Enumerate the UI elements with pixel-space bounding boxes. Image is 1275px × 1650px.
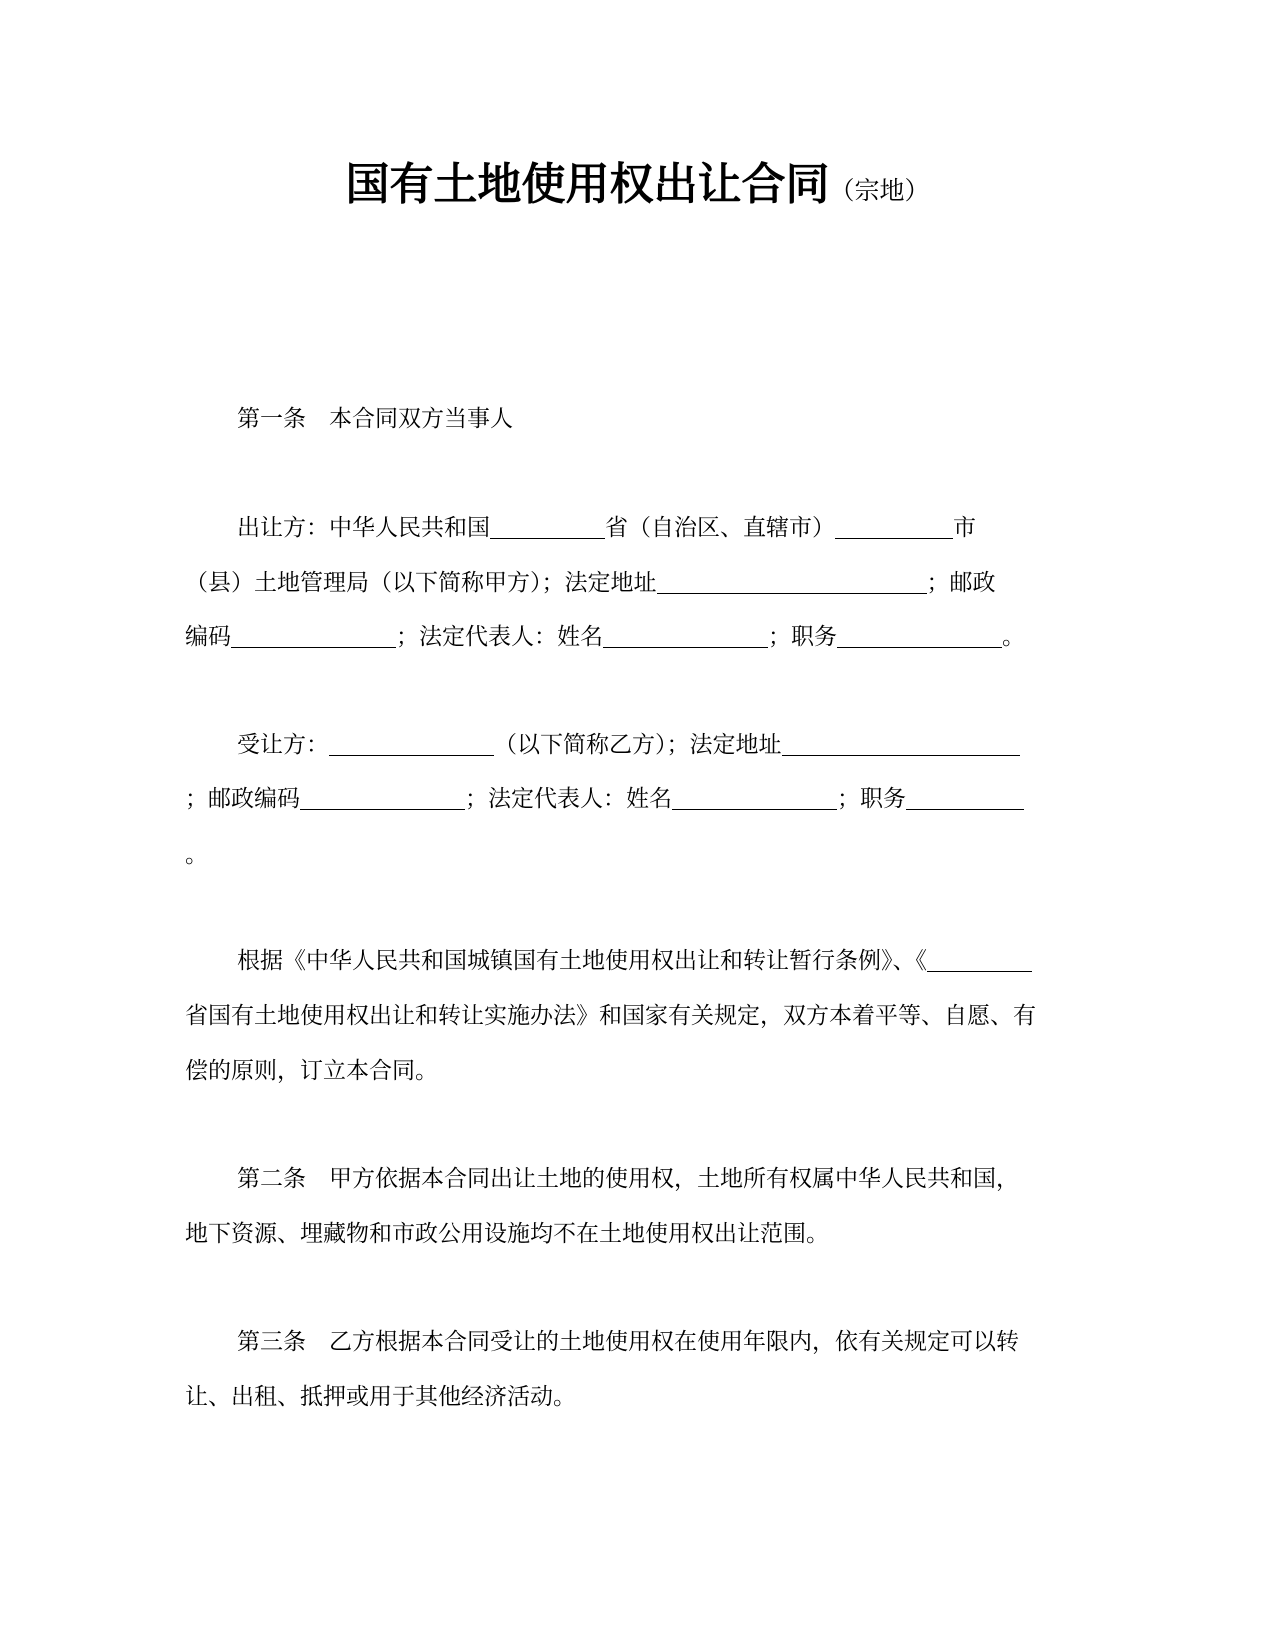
article2-line-2: 地下资源、埋藏物和市政公用设施均不在土地使用权出让范围。 xyxy=(185,1221,829,1247)
blank-rep-name xyxy=(672,785,837,810)
party-b-line-1 xyxy=(237,730,1020,760)
text-segment: 受让方： xyxy=(237,732,329,758)
text-segment: 市 xyxy=(953,515,976,541)
article3-line-1: 第三条 乙方根据本合同受让的土地使用权在使用年限内，依有关规定可以转 xyxy=(237,1329,1019,1355)
text-segment: （以下简称乙方）；法定地址 xyxy=(494,732,782,758)
party-a-line-3 xyxy=(185,622,1025,652)
text-segment: （县）土地管理局（以下简称甲方）；法定地址 xyxy=(185,570,657,596)
text-segment: 编码 xyxy=(185,624,231,650)
basis-line-2: 省国有土地使用权出让和转让实施办法》和国家有关规定，双方本着平等、自愿、有 xyxy=(185,1003,1036,1029)
blank-legal-address xyxy=(657,569,927,594)
party-b-line-3: 。 xyxy=(185,842,208,868)
text-segment: ；邮政 xyxy=(926,570,996,596)
blank-transferee xyxy=(329,731,494,756)
text-segment: 根据《中华人民共和国城镇国有土地使用权出让和转让暂行条例》、《 xyxy=(237,948,927,974)
text-segment: 。 xyxy=(1002,624,1025,650)
title-subtitle: （宗地） xyxy=(829,176,930,205)
blank-rep-title xyxy=(906,785,1024,810)
article1-heading: 第一条 本合同双方当事人 xyxy=(237,406,513,432)
basis-line-1 xyxy=(237,946,1032,976)
blank-rep-title xyxy=(837,623,1002,648)
text-segment: 省（自治区、直辖市） xyxy=(605,515,835,541)
text-segment: ；法定代表人：姓名 xyxy=(396,624,603,650)
basis-line-3: 偿的原则，订立本合同。 xyxy=(185,1058,438,1084)
blank-postcode xyxy=(300,785,465,810)
blank-city xyxy=(835,514,953,539)
blank-postcode xyxy=(231,623,396,648)
text-segment: ；职务 xyxy=(837,786,906,812)
document-title xyxy=(0,148,1275,212)
article2-line-1: 第二条 甲方依据本合同出让土地的使用权，土地所有权属中华人民共和国， xyxy=(237,1166,1019,1192)
blank-rep-name xyxy=(603,623,768,648)
party-b-line-2 xyxy=(185,784,1024,814)
text-segment: 出让方：中华人民共和国 xyxy=(237,515,490,541)
title-main: 国有土地使用权出让合同 xyxy=(345,159,830,210)
party-a-line-1 xyxy=(237,513,976,543)
party-a-line-2 xyxy=(185,568,996,598)
blank-legal-address xyxy=(782,731,1020,756)
text-segment: ；法定代表人：姓名 xyxy=(465,786,672,812)
text-segment: ；职务 xyxy=(768,624,837,650)
blank-province xyxy=(490,514,605,539)
blank-province xyxy=(927,947,1032,972)
text-segment: ；邮政编码 xyxy=(185,786,300,812)
article3-line-2: 让、出租、抵押或用于其他经济活动。 xyxy=(185,1384,576,1410)
